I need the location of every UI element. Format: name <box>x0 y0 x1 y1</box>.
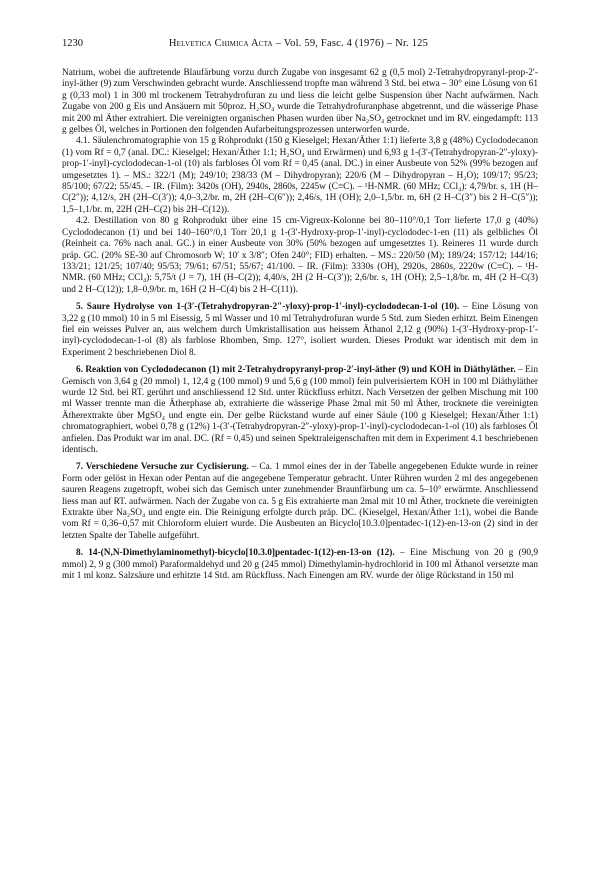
section-6-title: 6. Reaktion von Cyclododecanon (1) mit 2-Tetrahydropyranyl-prop-2′-inyl-äther (9) und KOH in Diäthyläther. <box>76 365 516 376</box>
section-8 <box>62 548 538 582</box>
section-6-text: – Ein Gemisch von 3,64 g (20 mmol) 1, 12,4 g (100 mmol) 9 und 5,6 g (100 mmol) fein pulverisiertem KOH in 100 ml Diäthyläther wurde 12 Std. bei RT. gerührt und anschliessend 12 Std. unter Rückfluss erhitzt. Nach Versetzen der gelben Mischung mit 100 ml Wasser trennte man die Ätherphase ab, extrahierte die wässerige Phase 2mal mit 50 ml Äther, trocknete die vereinigten Ätherextrakte über MgSO₄ und engte ein. Der gelbe Rückstand wurde auf einer Säule (100 g Kieselgel; Hexan/Äther 1:1) chromatographiert, wobei 0,78 g (12%) 1-(3′-(Tetrahydropyran-2″-yloxy)-prop-1′-inyl)-cyclododecan-1-ol (10) als farbloses Öl anfielen. Das Produkt war im anal. DC. (Rf = 0,45) und seinen Spektraleigenschaften mit dem in Experiment 4.1 beschriebenen identisch. <box>62 365 538 455</box>
section-7-text: – Ca. 1 mmol eines der in der Tabelle angegebenen Edukte wurde in reiner Form oder gelöst in Hexan oder Pentan auf die angegebene Temperatur gebracht. Unter Rühren wurden 2 ml des angegebenen sauren Reagens zugetropft, wobei sich das Gemisch unter zunehmender Braunfärbung um ca. 5–10° erwärmte. Anschliessend liess man auf RT. aufwärmen. Nach der Zugabe von ca. 5 g Eis extrahierte man 2mal mit 10 ml Äther, trocknete die vereinigten Extrakte über Na₂SO₄ und engte ein. Die Reinigung erfolgte durch präp. DC. (Kieselgel, Hexan/Äther 1:1), wobei die Bande vom Rf = 0,36–0,57 mit Chloroform eluiert wurde. Die Ausbeuten an Bicyclo[10.3.0]pentadec-1(12)-en-13-on (2) sind in der letzten Spalte der Tabelle aufgeführt. <box>62 462 538 541</box>
section-6 <box>62 365 538 456</box>
journal-name: Helvetica Chimica Acta <box>168 38 273 49</box>
page-number: 1230 <box>62 38 83 49</box>
paragraph-continuation: Natrium, wobei die auftretende Blaufärbung vorzu durch Zugabe von insgesamt 62 g (0,5 mol) 2-Tetrahydropyranyl-prop-2′-inyl-äther (9) zum Verschwinden gebracht wurde. Anschliessend tropfte man während 3 Std. bei etwa – 30° eine Lösung von 61 g (0,33 mol) 1 in 300 ml trockenem Tetrahydrofuran zu und liess die leicht gelbe Suspension über Nacht aufwärmen. Nach Zugabe von 200 g Eis und Ansäuern mit 50proz. H₂SO₄ wurde die Tetrahydrofuranphase abgetrennt, und die wässerige Phase mit 200 ml Äther extrahiert. Die vereinigten organischen Phasen wurden über Na₂SO₄ getrocknet und im RV. eingedampft: 113 g gelbes Öl, welches in Portionen den folgenden Aufarbeitungsprozessen unterworfen wurde. <box>62 68 538 136</box>
section-5-text: – Eine Lösung von 3,22 g (10 mmol) 10 in 5 ml Eisessig, 5 ml Wasser und 10 ml Tetrahydrofuran wurde 5 Std. zum Sieden erhitzt. Beim Einengen fiel ein weisses Pulver an, aus welchem durch Umkristallisation aus heissem Äthanol 2,12 g (90%) 1-(3′-Hydroxy-prop-1′-inyl)-cyclododecan-1-ol (8) als farblose Rhomben, Smp. 127°, isoliert wurden. Dieses Produkt war identisch mit dem in Experiment 2 beschriebenen Diol 8. <box>62 302 538 358</box>
paragraph-4-2: 4.2. Destillation von 80 g Rohprodukt über eine 15 cm-Vigreux-Kolonne bei 80–110°/0,1 Torr lieferte 17,0 g (40%) Cyclododecanon (1) und bei 140–160°/0,1 Torr 20,1 g 1-(3′-Hydroxy-prop-1′-inyl)-cyclododec-1-en (11) als gelbliches Öl (Reinheit ca. 76% nach anal. GC.) in einer Ausbeute von 30% (50% bezogen auf umgesetztes 1). Reineres 11 wurde durch präp. GC. (20% SE-30 auf Chromosorb W; 10′ x 3/8″; Ofen 240°; FID) erhalten. – MS.: 220/50 (M); 189/24; 157/12; 144/16; 133/21; 121/25; 107/40; 95/53; 79/61; 67/51; 55/67; 41/100. – IR. (Film): 3330s (OH), 2920s, 2860s, 2220w (C≡C). – ¹H-NMR. (60 MHz; CCl₄): 5,75/t (J = 7), 1H (H–C(2)); 4,40/s, 2H (2 H–C(3′)); 2,6/br. s, 1H (OH); 2,5–1,8/br. m, 4H (2 H–C(3) und 2 H–C(12)); 1,8–0,9/br. m, 16H (2 H–C(4) bis 2 H–C(11)). <box>62 216 538 295</box>
section-7-title: 7. Verschiedene Versuche zur Cyclisierung. <box>76 462 249 473</box>
section-5 <box>62 302 538 359</box>
journal-volume-info: – Vol. 59, Fasc. 4 (1976) – Nr. 125 <box>275 38 429 49</box>
section-5-title: 5. Saure Hydrolyse von 1-(3′-(Tetrahydropyran-2″-yloxy)-prop-1′-inyl)-cyclododecan-1-ol (10). <box>76 302 460 313</box>
section-8-text: – Eine Mischung von 20 g (90,9 mmol) 2, 9 g (300 mmol) Paraformaldehyd und 20 g (245 mmol) Dimethylamin-hydrochlorid in 100 ml Äthanol versetzte man mit 1 ml konz. Salzsäure und erhitzte 14 Std. am Rückfluss. Nach Einengen am RV. wurde der ölige Rückstand in 150 ml <box>62 548 538 582</box>
article-body <box>62 68 538 875</box>
section-7 <box>62 462 538 542</box>
running-head <box>169 38 428 50</box>
page-header <box>62 38 538 50</box>
section-8-title: 8. 14-(N,N-Dimethylaminomethyl)-bicyclo[10.3.0]pentadec-1(12)-en-13-on (12). <box>76 548 395 559</box>
paragraph-4-1: 4.1. Säulenchromatographie von 15 g Rohprodukt (150 g Kieselgel; Hexan/Äther 1:1) lieferte 3,8 g (48%) Cyclododecanon (1) vom Rf = 0,7 (anal. DC.: Kieselgel; Hexan/Äther 1:1; H₂SO₄ und Erwärmen) und 6,93 g 1-(3′-(Tetrahydropyran-2″-yloxy)-prop-1′-inyl)-cyclododecan-1-ol (10) als farbloses Öl vom Rf = 0,45 (anal. DC.) in einer Ausbeute von 52% (99% bezogen auf umgesetztes 1). – MS.: 322/1 (M); 249/10; 238/33 (M – Dihydropyran); 220/6 (M – Dihydropyran – H₂O); 109/17; 95/23; 85/100; 67/22; 55/45. – IR. (Film): 3420s (OH), 2940s, 2860s, 2245w (C≡C). – ¹H-NMR. (60 MHz; CCl₄): 4,79/br. s, 1H (H–C(2″)); 4,12/s, 2H (2H–C(3′)); 4,0–3,2/br. m, 2H (2H–C(6″)); 2,46/s, 1H (OH); 2,0–1,5/br. m, 6H (2 H–C(3″) bis 2 H–C(5″)); 1,5–1,1/br. m, 22H (2H–C(2) bis 2H–C(12)). <box>62 136 538 215</box>
